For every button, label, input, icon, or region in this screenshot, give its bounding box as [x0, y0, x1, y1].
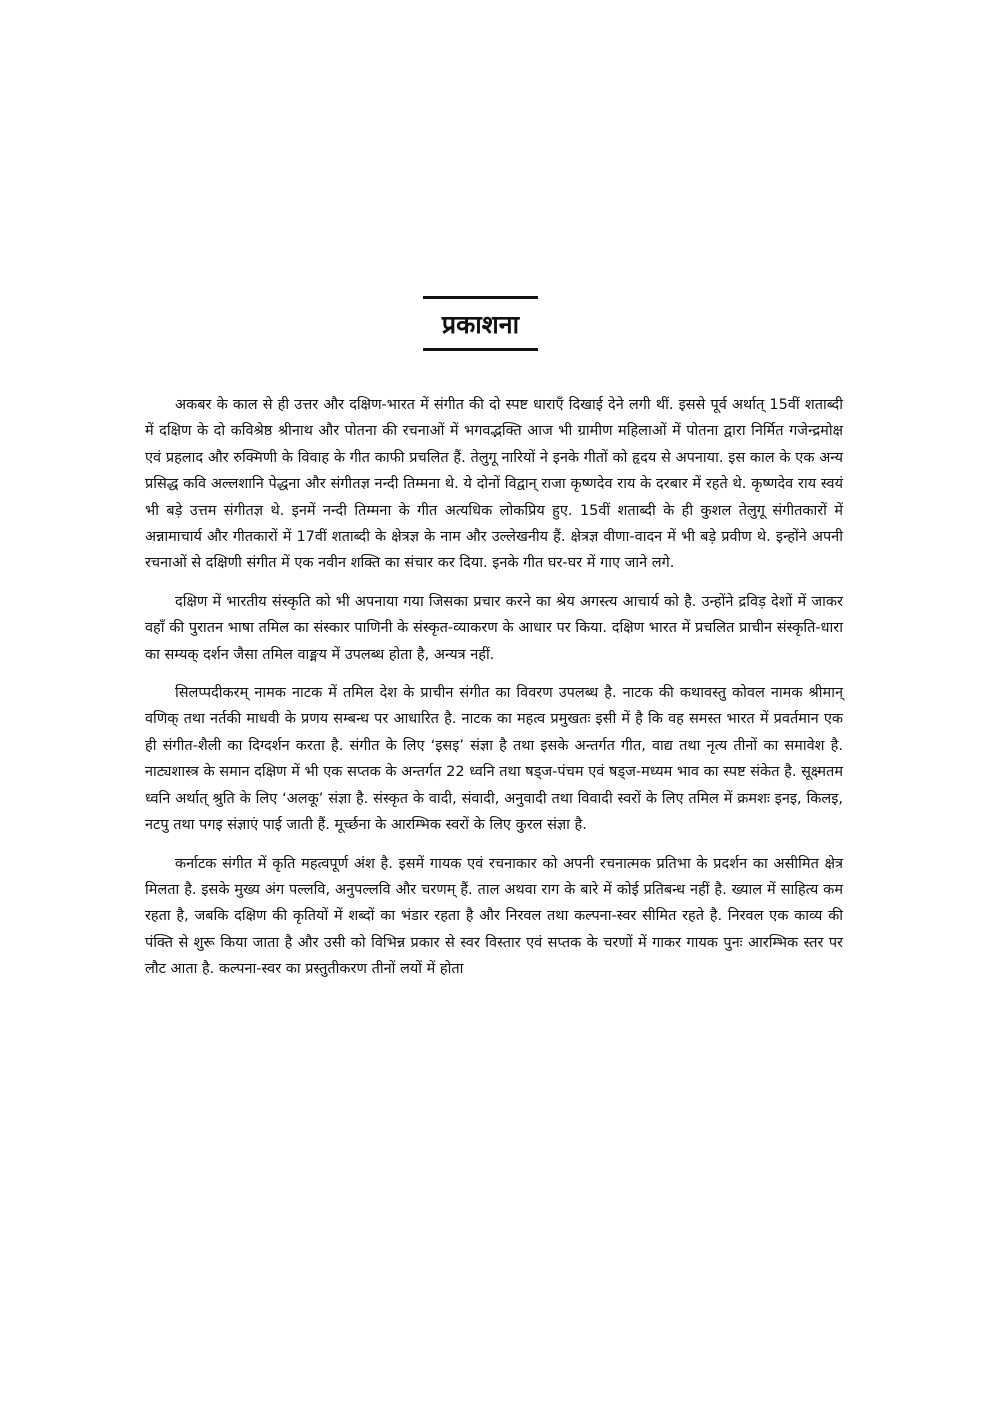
paragraph: सिलप्पदीकरम् नामक नाटक में तमिल देश के प्राचीन संगीत का विवरण उपलब्ध है. नाटक की कथावस्तु कोवल नामक श्रीमान् वणिक् तथा नर्तकी माधवी के प्रणय सम्बन्ध पर आधारित है. नाटक का महत्व प्रमुखतः इसी में है कि वह समस्त भारत में प्रवर्तमान एक ही संगीत-शैली का दिग्दर्शन करता है. संगीत के लिए ‘इसइ’ संज्ञा है तथा इसके अन्तर्गत गीत, वाद्य तथा नृत्य तीनों का समावेश है. नाट्यशास्त्र के समान दक्षिण में भी एक सप्तक के अन्तर्गत 22 ध्वनि तथा षड्ज-पंचम एवं षड्ज-मध्यम भाव का स्पष्ट संकेत है. सूक्ष्मतम ध्वनि अर्थात् श्रुति के लिए ‘अलकू’ संज्ञा है. संस्कृत के वादी, संवादी, अनुवादी तथा विवादी स्वरों के लिए तमिल में क्रमशः इनइ, किलइ, नटपु तथा पगइ संज्ञाएं पाई जाती हैं. मूर्च्छना के आरम्भिक स्वरों के लिए कुरल संज्ञा है. — [145, 685, 843, 834]
paragraph: कर्नाटक संगीत में कृति महत्वपूर्ण अंश है. इसमें गायक एवं रचनाकार को अपनी रचनात्मक प्रतिभा के प्रदर्शन का असीमित क्षेत्र मिलता है. इसके मुख्य अंग पल्लवि, अनुपल्लवि और चरणम् हैं. ताल अथवा राग के बारे में कोई प्रतिबन्ध नहीं है. ख्याल में साहित्य कम रहता है, जबकि दक्षिण की कृतियों में शब्दों का भंडार रहता है और निरवल तथा कल्पना-स्वर सीमित रहते है. निरवल एक काव्य की पंक्ति से शुरू किया जाता है और उसी को विभिन्न प्रकार से स्वर विस्तार एवं सप्तक के चरणों में गाकर गायक पुनः आरम्भिक स्तर पर लौट आता है. कल्पना-स्वर का प्रस्तुतीकरण तीनों लयों में होता — [145, 855, 843, 978]
heading-bottom-rule — [423, 348, 538, 351]
heading-top-rule — [423, 296, 538, 299]
heading-block — [423, 296, 538, 352]
body-text — [145, 392, 843, 995]
paragraph: अकबर के काल से ही उत्तर और दक्षिण-भारत में संगीत की दो स्पष्ट धाराएँ दिखाई देने लगी थीं. इससे पूर्व अर्थात् 15वीं शताब्दी में दक्षिण के दो कविश्रेष्ठ श्रीनाथ और पोतना की रचनाओं में भगवद्भक्ति आज भी ग्रामीण महिलाओं में पोतना द्वारा निर्मित गजेन्द्रमोक्ष एवं प्रहलाद और रुक्मिणी के विवाह के गीत काफी प्रचलित हैं. तेलुगू नारियों ने इनके गीतों को हृदय से अपनाया. इस काल के एक अन्य प्रसिद्ध कवि अल्लशानि पेद्धना और संगीतज्ञ नन्दी तिम्मना थे. ये दोनों विद्वान् राजा कृष्णदेव राय के दरबार में रहते थे. कृष्णदेव राय स्वयं भी बड़े उत्तम संगीतज्ञ थे. इनमें नन्दी तिम्मना के गीत अत्यधिक लोकप्रिय हुए. 15वीं शताब्दी के ही कुशल तेलुगू संगीतकारों में अन्नामाचार्य और गीतकारों में 17वीं शताब्दी के क्षेत्रज्ञ के नाम और उल्लेखनीय हैं. क्षेत्रज्ञ वीणा-वादन में भी बड़े प्रवीण थे. इन्होंने अपनी रचनाओं से दक्षिणी संगीत में एक नवीन शक्ति का संचार कर दिया. इनके गीत घर-घर में गाए जाने लगे. — [145, 397, 843, 572]
page-title: प्रकाशना — [441, 310, 520, 339]
paragraph: दक्षिण में भारतीय संस्कृति को भी अपनाया गया जिसका प्रचार करने का श्रेय अगस्त्य आचार्य को है. उन्होंने द्रविड़ देशों में जाकर वहाँ की पुरातन भाषा तमिल का संस्कार पाणिनी के संस्कृत-व्याकरण के आधार पर किया. दक्षिण भारत में प्रचलित प्राचीन संस्कृति-धारा का सम्यक् दर्शन जैसा तमिल वाङ्मय में उपलब्ध होता है, अन्यत्र नहीं. — [145, 593, 843, 663]
